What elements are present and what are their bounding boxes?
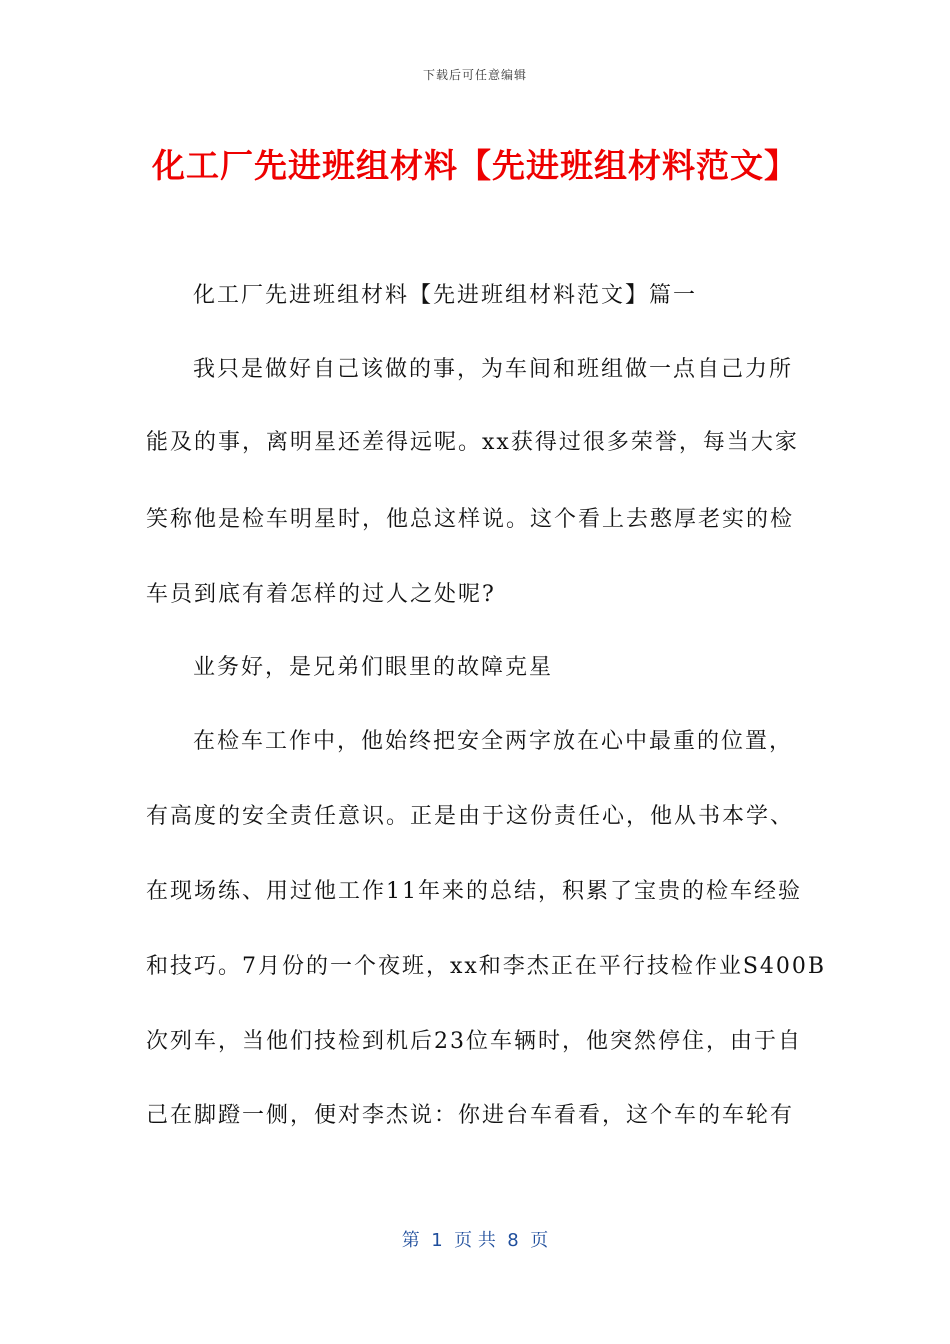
page-number-footer: 第 1 页 共 8 页	[401, 1230, 549, 1251]
paragraph-line: 车员到底有着怎样的过人之处呢?	[146, 582, 496, 607]
paragraph-line: 能及的事，离明星还差得远呢。xx获得过很多荣誉，每当大家	[146, 430, 799, 455]
paragraph-line: 笑称他是检车明星时，他总这样说。这个看上去憨厚老实的检	[146, 507, 795, 532]
paragraph-line: 有高度的安全责任意识。正是由于这份责任心，他从书本学、	[146, 804, 795, 829]
paragraph-line: 我只是做好自己该做的事，为车间和班组做一点自己力所	[193, 357, 794, 382]
paragraph-line: 己在脚蹬一侧，便对李杰说：你进台车看看，这个车的车轮有	[146, 1103, 795, 1128]
subheading-line: 业务好，是兄弟们眼里的故障克星	[193, 655, 554, 680]
section-heading: 化工厂先进班组材料【先进班组材料范文】篇一	[193, 283, 698, 308]
paragraph-line: 次列车，当他们技检到机后23位车辆时，他突然停住，由于自	[146, 1029, 802, 1054]
document-title: 化工厂先进班组材料【先进班组材料范文】	[152, 146, 798, 185]
paragraph-line: 和技巧。7月份的一个夜班，xx和李杰正在平行技检作业S400B	[146, 954, 827, 979]
paragraph-line: 在现场练、用过他工作11年来的总结，积累了宝贵的检车经验	[146, 879, 802, 904]
paragraph-line: 在检车工作中，他始终把安全两字放在心中最重的位置，	[193, 729, 794, 754]
header-note: 下载后可任意编辑	[422, 68, 527, 82]
